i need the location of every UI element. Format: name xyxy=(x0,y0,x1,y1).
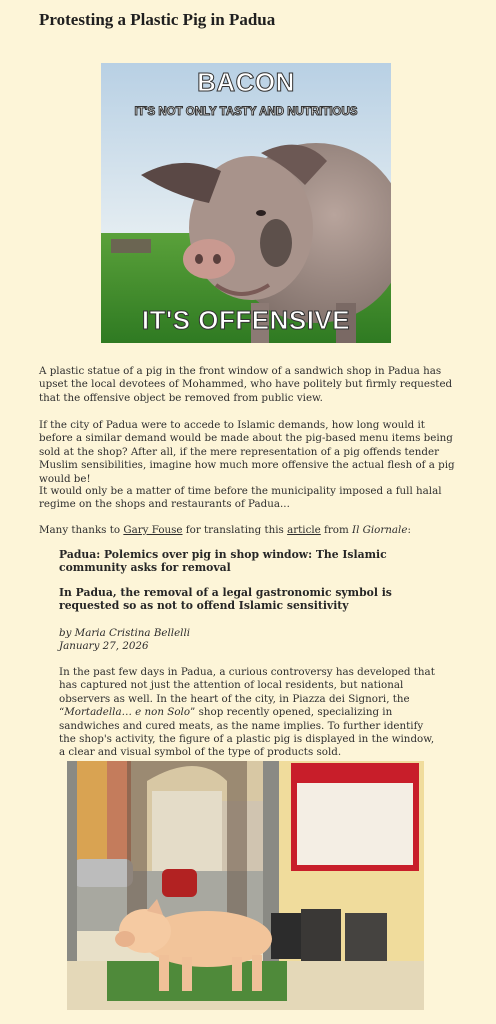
meme-bottom-line: IT'S OFFENSIVE xyxy=(141,305,351,335)
thanks-prefix: Many thanks to xyxy=(39,524,124,536)
quote-paragraph-b: ” shop recently opened, specializing in sandwiches and cured meats, as the name implies. To further identify the shop's activity, the figure of a plastic pig is displayed in the window, a clear and visual symbol of the type of products sold. xyxy=(59,706,435,759)
meme-top-line: IT'S NOT ONLY TASTY AND NUTRITIOUS xyxy=(134,106,358,118)
quote-headline: Padua: Polemics over pig in shop window: The Islamic community asks for removal xyxy=(59,548,387,575)
bacon-meme-image xyxy=(101,63,391,343)
meme-top-word: BACON xyxy=(197,67,295,97)
shop-window-pig-photo xyxy=(67,761,424,1010)
quote-subheadline: In Padua, the removal of a legal gastronomic symbol is requested so as not to offend Islamic sensitivity xyxy=(59,586,392,613)
thanks-from: from xyxy=(320,524,353,536)
thanks-suffix: : xyxy=(407,524,411,536)
paragraph-3: It would only be a matter of time before the municipality imposed a full halal regime on the shops and restaurants of Padua... xyxy=(39,485,442,511)
page-title: Protesting a Plastic Pig in Padua xyxy=(39,10,276,29)
paragraph-1: A plastic statue of a pig in the front window of a sandwich shop in Padua has upset the local devotees of Mohammed, who have politely but firmly requested that the offensive object be removed from public view. xyxy=(39,365,453,404)
paragraph-2: If the city of Padua were to accede to Islamic demands, how long would it before a similar demand would be made about the pig-based menu items being sold at the shop? After all, if the mere representation of a pig offends tender Muslim sensibilities, imagine how much more offensive the actual flesh of a pig would be! xyxy=(39,419,455,485)
source-name: Il Giornale xyxy=(352,524,408,536)
quote-date: January 27, 2026 xyxy=(59,640,149,652)
thanks-middle: for translating this xyxy=(182,524,288,536)
quote-paragraph xyxy=(59,666,439,760)
article-link[interactable]: article xyxy=(287,524,321,536)
quote-author: by Maria Cristina Bellelli xyxy=(59,627,191,639)
thanks-line xyxy=(39,524,457,537)
translator-link[interactable]: Gary Fouse xyxy=(123,524,183,536)
shop-name: Mortadella… e non Solo xyxy=(64,706,191,719)
quote-paragraph-a: In the past few days in Padua, a curious controversy has developed that has captured not just the attention of local residents, but national observers as well. In the heart of the city, in Piazza dei Signori, the “ xyxy=(59,666,435,719)
